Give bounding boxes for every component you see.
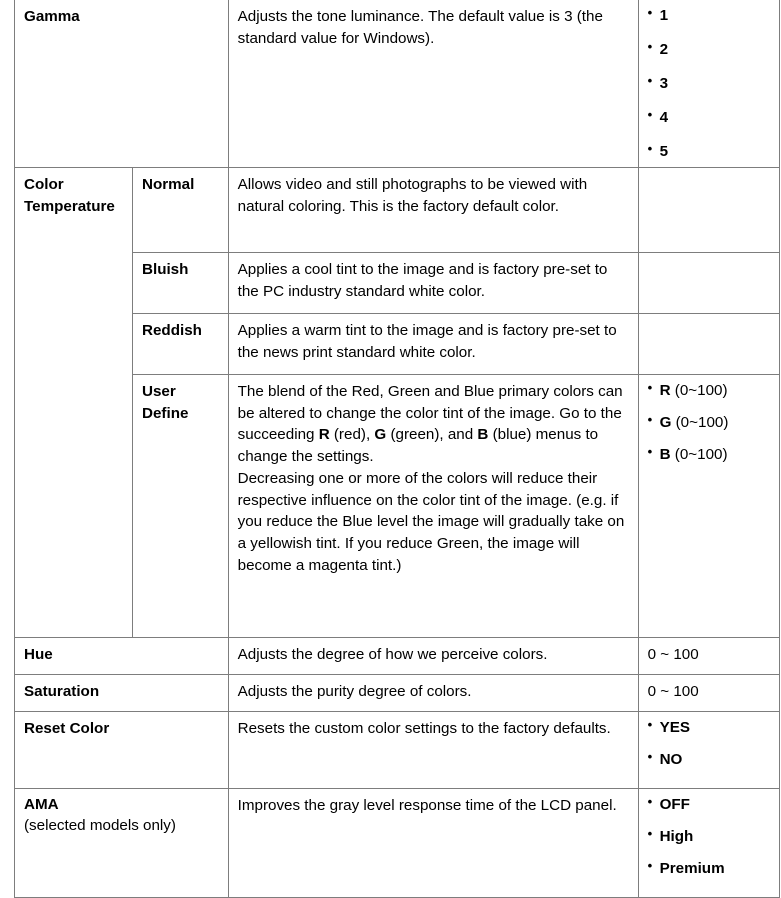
option-label: 5 <box>659 143 669 160</box>
cell-sub-bluish <box>133 253 229 314</box>
cell-description-reddish <box>228 314 638 375</box>
cell-description-hue <box>228 638 638 675</box>
feature-label: Hue <box>24 646 53 663</box>
list-item <box>648 718 771 737</box>
range-value: 0 ~ 100 <box>647 683 699 700</box>
cell-feature-ama <box>15 789 229 898</box>
option-list <box>648 6 771 161</box>
feature-label: AMA <box>24 796 59 813</box>
description-text: (blue) menus to change the settings. <box>237 426 599 466</box>
table-row <box>15 638 780 675</box>
option-label: Premium <box>659 860 725 877</box>
range-value: 0 ~ 100 <box>647 646 699 663</box>
sub-item-label: Normal <box>142 176 195 193</box>
description-paragraph-1 <box>238 381 630 468</box>
red-channel-label: R <box>318 426 330 444</box>
cell-description-normal <box>228 168 638 253</box>
option-label: B <box>659 446 671 463</box>
option-range: (0~100) <box>670 382 728 399</box>
cell-feature-saturation <box>15 675 229 712</box>
sub-item-label: Reddish <box>142 322 202 339</box>
list-item <box>648 381 771 400</box>
description-paragraph-2: Decreasing one or more of the colors will reduce their respective influence on the color tint of the image. (e.g. if you reduce the Blue level the image will gradually take on a yellowish tint. If you reduce Green, the image will become a magenta tint.) <box>237 469 625 574</box>
list-item <box>648 40 771 59</box>
green-channel-label: G <box>374 426 387 444</box>
list-item <box>648 827 771 846</box>
option-list <box>648 795 771 878</box>
feature-label: Color Temperature <box>24 176 115 215</box>
cell-options-reset-color <box>638 712 779 789</box>
list-item <box>648 859 771 878</box>
option-list <box>648 718 771 769</box>
cell-description-saturation <box>228 675 638 712</box>
description-text: Applies a cool tint to the image and is factory pre-set to the PC industry standard white color. <box>237 261 608 300</box>
feature-label: Reset Color <box>24 720 110 737</box>
option-label: 2 <box>659 41 669 58</box>
sub-item-label: User Define <box>142 383 189 422</box>
option-label: R <box>659 382 671 399</box>
description-text: (green), and <box>386 426 478 444</box>
cell-description-gamma <box>228 0 638 168</box>
table-row <box>15 789 780 898</box>
cell-description-reset-color <box>228 712 638 789</box>
list-item <box>648 795 771 814</box>
list-item <box>648 108 771 127</box>
cell-options-hue <box>638 638 779 675</box>
list-item <box>648 74 771 93</box>
description-text: Adjusts the purity degree of colors. <box>237 683 472 700</box>
blue-channel-label: B <box>477 426 489 444</box>
sub-item-label: Bluish <box>142 261 189 278</box>
table-row <box>15 168 780 253</box>
cell-description-user-define <box>228 375 638 638</box>
option-list <box>648 381 771 464</box>
cell-options-saturation <box>638 675 779 712</box>
cell-feature-hue <box>15 638 229 675</box>
description-text: Adjusts the tone luminance. The default value is 3 (the standard value for Windows). <box>237 8 603 47</box>
feature-note: (selected models only) <box>24 816 176 834</box>
cell-sub-normal <box>133 168 229 253</box>
table-row <box>15 0 780 168</box>
feature-label: Gamma <box>24 8 80 25</box>
description-text: The blend of the Red, Green and Blue primary colors can be altered to change the color tint of the image. Go to the succeeding <box>237 383 623 444</box>
cell-feature-gamma <box>15 0 229 168</box>
cell-sub-reddish <box>133 314 229 375</box>
description-text: (red), <box>329 426 371 444</box>
option-label: NO <box>659 751 683 768</box>
cell-options-gamma <box>638 0 779 168</box>
cell-sub-user-define <box>133 375 229 638</box>
option-range: (0~100) <box>670 446 728 463</box>
description-text: Adjusts the degree of how we perceive colors. <box>237 646 548 663</box>
option-label: YES <box>659 719 690 736</box>
cell-description-ama <box>228 789 638 898</box>
table-row <box>15 675 780 712</box>
description-text: Improves the gray level response time of the LCD panel. <box>237 797 617 814</box>
cell-feature-reset-color <box>15 712 229 789</box>
list-item <box>648 142 771 161</box>
description-text: Applies a warm tint to the image and is factory pre-set to the news print standard white color. <box>237 322 617 361</box>
table-row <box>15 712 780 789</box>
cell-options-bluish <box>638 253 779 314</box>
cell-options-user-define <box>638 375 779 638</box>
option-label: High <box>659 828 694 845</box>
option-label: OFF <box>659 796 690 813</box>
cell-options-ama <box>638 789 779 898</box>
feature-label: Saturation <box>24 683 100 700</box>
list-item <box>648 750 771 769</box>
osd-settings-table <box>14 0 780 898</box>
list-item <box>648 445 771 464</box>
cell-options-normal <box>638 168 779 253</box>
option-label: G <box>659 414 672 431</box>
cell-feature-color-temperature <box>15 168 133 638</box>
option-label: 1 <box>659 7 669 24</box>
cell-options-reddish <box>638 314 779 375</box>
cell-description-bluish <box>228 253 638 314</box>
description-text: Allows video and still photographs to be viewed with natural coloring. This is the factory default color. <box>237 176 588 215</box>
description-text: Resets the custom color settings to the factory defaults. <box>237 720 611 737</box>
list-item <box>648 6 771 25</box>
option-range: (0~100) <box>671 414 729 431</box>
option-label: 3 <box>659 75 669 92</box>
list-item <box>648 413 771 432</box>
option-label: 4 <box>659 109 669 126</box>
